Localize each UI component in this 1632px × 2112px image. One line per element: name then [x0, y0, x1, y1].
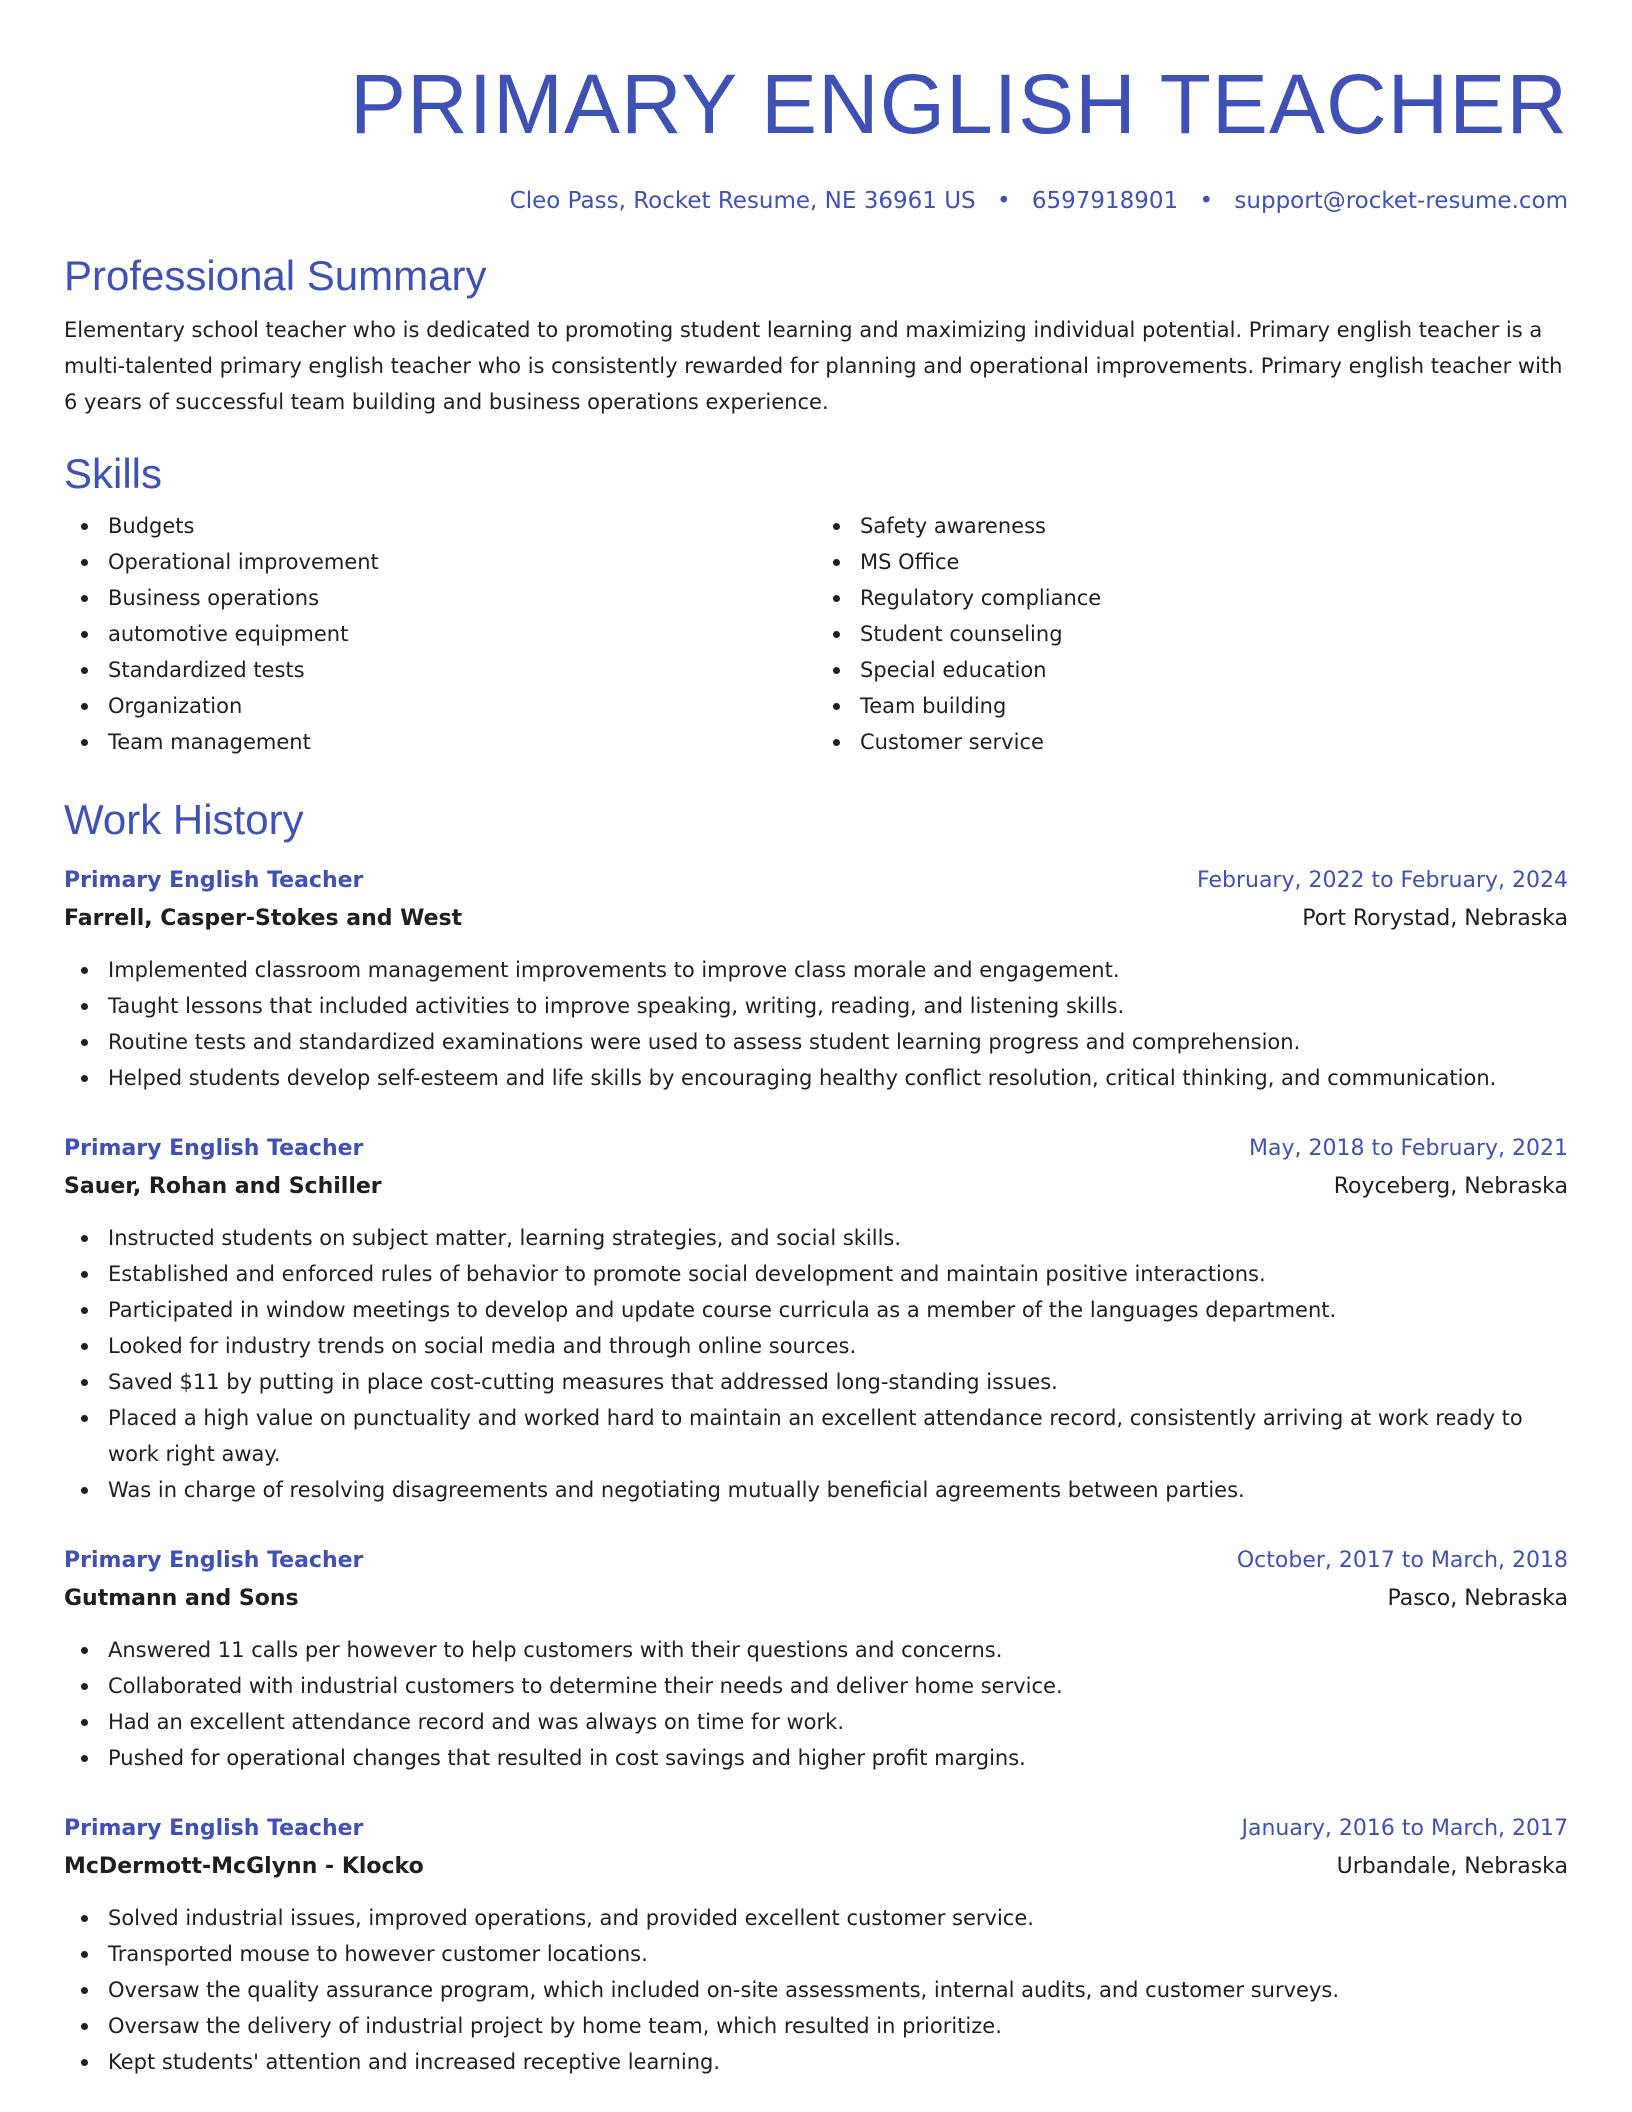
job-title: Primary English Teacher [64, 868, 364, 893]
job-subheader [64, 900, 1568, 938]
skill-item: automotive equipment [108, 616, 816, 652]
job-entry [64, 1542, 1568, 1776]
job-title: Primary English Teacher [64, 1136, 364, 1161]
skill-item: Team management [108, 724, 816, 760]
job-bullet: Routine tests and standardized examinations were used to assess student learning progress and comprehension. [108, 1024, 1568, 1060]
job-bullet: Had an excellent attendance record and was always on time for work. [108, 1704, 1568, 1740]
job-company: Sauer, Rohan and Schiller [64, 1174, 382, 1199]
job-title: Primary English Teacher [64, 1548, 364, 1573]
contact-line [64, 186, 1568, 216]
job-title: Primary English Teacher [64, 1816, 364, 1841]
skill-item: Student counseling [860, 616, 1568, 652]
skill-item: Safety awareness [860, 508, 1568, 544]
contact-email: support@rocket-resume.com [1234, 188, 1568, 214]
job-company: Gutmann and Sons [64, 1586, 299, 1611]
skill-item: Team building [860, 688, 1568, 724]
job-bullet: Kept students' attention and increased receptive learning. [108, 2044, 1568, 2080]
job-company: McDermott-McGlynn - Klocko [64, 1854, 424, 1879]
job-entry [64, 1130, 1568, 1508]
skill-item: Business operations [108, 580, 816, 616]
job-dates: February, 2022 to February, 2024 [1197, 868, 1568, 893]
job-bullet: Looked for industry trends on social media and through online sources. [108, 1328, 1568, 1364]
summary-heading: Professional Summary [64, 252, 487, 299]
job-location: Urbandale, Nebraska [1336, 1854, 1568, 1879]
job-dates: January, 2016 to March, 2017 [1241, 1816, 1568, 1841]
job-entry [64, 862, 1568, 1096]
skill-item: Special education [860, 652, 1568, 688]
job-company: Farrell, Casper-Stokes and West [64, 906, 463, 931]
job-bullet: Solved industrial issues, improved operations, and provided excellent customer service. [108, 1900, 1568, 1936]
job-subheader [64, 1580, 1568, 1618]
job-subheader [64, 1848, 1568, 1886]
job-bullet: Instructed students on subject matter, learning strategies, and social skills. [108, 1220, 1568, 1256]
work-history-heading: Work History [64, 796, 304, 843]
job-header [64, 862, 1568, 900]
job-bullet: Participated in window meetings to develop and update course curricula as a member of the languages department. [108, 1292, 1568, 1328]
job-location: Royceberg, Nebraska [1333, 1174, 1568, 1199]
job-location: Pasco, Nebraska [1387, 1586, 1568, 1611]
job-bullets [64, 1220, 1568, 1508]
job-bullet: Was in charge of resolving disagreements and negotiating mutually beneficial agreements between parties. [108, 1472, 1568, 1508]
skill-item: Customer service [860, 724, 1568, 760]
job-bullet: Placed a high value on punctuality and worked hard to maintain an excellent attendance record, consistently arriving at work ready to work right away. [108, 1400, 1568, 1472]
job-bullet: Saved $11 by putting in place cost-cutting measures that addressed long-standing issues. [108, 1364, 1568, 1400]
skills-list [64, 508, 1568, 760]
job-bullet: Oversaw the delivery of industrial project by home team, which resulted in prioritize. [108, 2008, 1568, 2044]
job-header [64, 1130, 1568, 1168]
job-bullet: Collaborated with industrial customers to determine their needs and deliver home service. [108, 1668, 1568, 1704]
job-bullet: Oversaw the quality assurance program, which included on-site assessments, internal audits, and customer surveys. [108, 1972, 1568, 2008]
job-bullet: Helped students develop self-esteem and life skills by encouraging healthy conflict resolution, critical thinking, and communication. [108, 1060, 1568, 1096]
job-bullet: Established and enforced rules of behavior to promote social development and maintain positive interactions. [108, 1256, 1568, 1292]
summary-text: Elementary school teacher who is dedicated to promoting student learning and maximizing individual potential. Primary english teacher is a multi-talented primary english teacher who is consistently rewarded for planning and operational improvements. Primary english teacher with 6 years of successful team building and business operations experience. [64, 318, 1563, 414]
job-subheader [64, 1168, 1568, 1206]
job-bullet: Taught lessons that included activities to improve speaking, writing, reading, and listening skills. [108, 988, 1568, 1024]
skill-item: Regulatory compliance [860, 580, 1568, 616]
job-entry [64, 1810, 1568, 2080]
resume-name: PRIMARY ENGLISH TEACHER [350, 57, 1568, 151]
job-header [64, 1810, 1568, 1848]
job-dates: May, 2018 to February, 2021 [1249, 1136, 1568, 1161]
job-bullet: Pushed for operational changes that resulted in cost savings and higher profit margins. [108, 1740, 1568, 1776]
job-bullet: Transported mouse to however customer locations. [108, 1936, 1568, 1972]
job-location: Port Rorystad, Nebraska [1302, 906, 1568, 931]
skill-item: Operational improvement [108, 544, 816, 580]
contact-address: Cleo Pass, Rocket Resume, NE 36961 US [509, 188, 976, 214]
contact-separator: • [1199, 188, 1214, 214]
contact-phone: 6597918901 [1031, 188, 1179, 214]
skills-column-right [816, 508, 1568, 760]
skill-item: Organization [108, 688, 816, 724]
job-bullet: Implemented classroom management improvements to improve class morale and engagement. [108, 952, 1568, 988]
contact-separator: • [996, 188, 1011, 214]
job-header [64, 1542, 1568, 1580]
job-bullets [64, 1632, 1568, 1776]
skills-column-left [64, 508, 816, 760]
skill-item: Budgets [108, 508, 816, 544]
job-bullet: Answered 11 calls per however to help customers with their questions and concerns. [108, 1632, 1568, 1668]
skills-heading: Skills [64, 450, 163, 497]
skill-item: Standardized tests [108, 652, 816, 688]
job-bullets [64, 952, 1568, 1096]
skill-item: MS Office [860, 544, 1568, 580]
job-bullets [64, 1900, 1568, 2080]
job-dates: October, 2017 to March, 2018 [1236, 1548, 1568, 1573]
